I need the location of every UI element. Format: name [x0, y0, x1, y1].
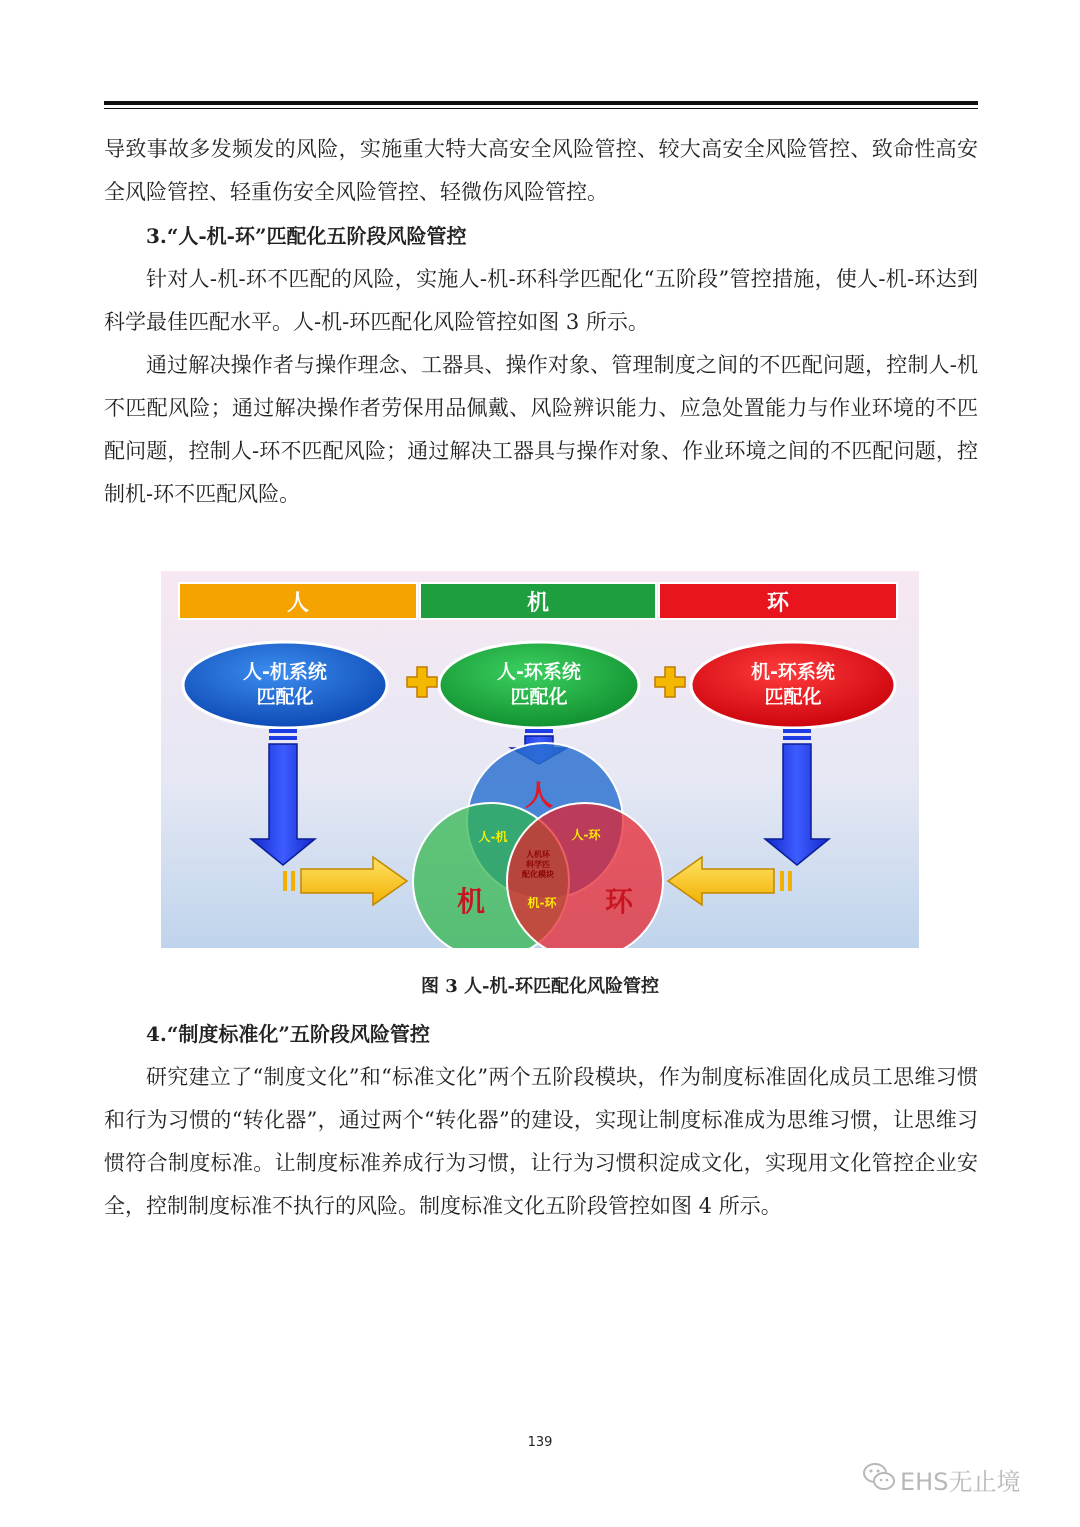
venn-center-line1: 人机环 [526, 850, 550, 859]
paragraph-2: 针对人-机-环不匹配的风险，实施人-机-环科学匹配化“五阶段”管控措施，使人-机-环达到科学最佳匹配水平。人-机-环匹配化风险管控如图 3 所示。 [104, 267, 978, 334]
venn-center-line2: 科学匹 [526, 860, 550, 869]
section-heading-3: 3.“人-机-环”匹配化五阶段风险管控 [146, 224, 467, 248]
paragraph-4: 研究建立了“制度文化”和“标准文化”两个五阶段模块，作为制度标准固化成员工思维习惯和行为习惯的“转化器”，通过两个“转化器”的建设，实现让制度标准成为思维习惯，让思维习惯符合制度标准。让制度标准养成行为习惯，让行为习惯积淀成文化，实现用文化管控企业安全，控制制度标准不执行的风险。制度标准文化五阶段管控如图 4 所示。 [104, 1065, 978, 1218]
venn-label-huan: 环 [604, 885, 634, 918]
section-heading-4: 4.“制度标准化”五阶段风险管控 [146, 1022, 430, 1046]
paragraph-3: 通过解决操作者与操作理念、工器具、操作对象、管理制度之间的不匹配问题，控制人-机不匹配风险；通过解决操作者劳保用品佩戴、风险辨识能力、应急处置能力与作业环境的不匹配问题，控制人-环不匹配风险；通过解决工器具与操作对象、作业环境之间的不匹配问题，控制机-环不匹配风险。 [104, 353, 978, 506]
header-label-huan: 环 [766, 591, 790, 616]
oval-jihuan-line2: 匹配化 [764, 686, 822, 708]
header-rule-thick [104, 101, 978, 105]
watermark-text: EHS无止境 [900, 1468, 1021, 1496]
oval-renji-line2: 匹配化 [256, 686, 314, 708]
figure-3-diagram [161, 571, 919, 948]
header-label-ji: 机 [526, 591, 550, 616]
oval-renhuan [439, 642, 639, 728]
oval-renhuan-line1: 人-环系统 [497, 661, 581, 683]
oval-renji [183, 642, 387, 728]
page-number: 139 [527, 1435, 553, 1450]
header-label-ren: 人 [286, 591, 310, 616]
venn-label-jihuan: 机-环 [527, 896, 557, 910]
watermark [862, 1458, 1052, 1498]
venn-label-renji: 人-机 [478, 830, 508, 844]
oval-renji-line1: 人-机系统 [243, 661, 327, 683]
venn-center-line3: 配化模块 [522, 870, 554, 879]
header-rule-thin [104, 108, 978, 109]
paragraph-1: 导致事故多发频发的风险，实施重大特大高安全风险管控、较大高安全风险管控、致命性高安全风险管控、轻重伤安全风险管控、轻微伤风险管控。 [104, 137, 978, 204]
venn-label-ji: 机 [456, 885, 486, 918]
wechat-icon [862, 1460, 896, 1494]
oval-jihuan-line1: 机-环系统 [751, 661, 835, 683]
venn-label-renhuan: 人-环 [571, 828, 601, 842]
oval-renhuan-line2: 匹配化 [510, 686, 568, 708]
figure-caption: 图 3 人-机-环匹配化风险管控 [421, 976, 659, 997]
oval-jihuan [691, 642, 895, 728]
venn-label-ren: 人 [524, 779, 554, 812]
